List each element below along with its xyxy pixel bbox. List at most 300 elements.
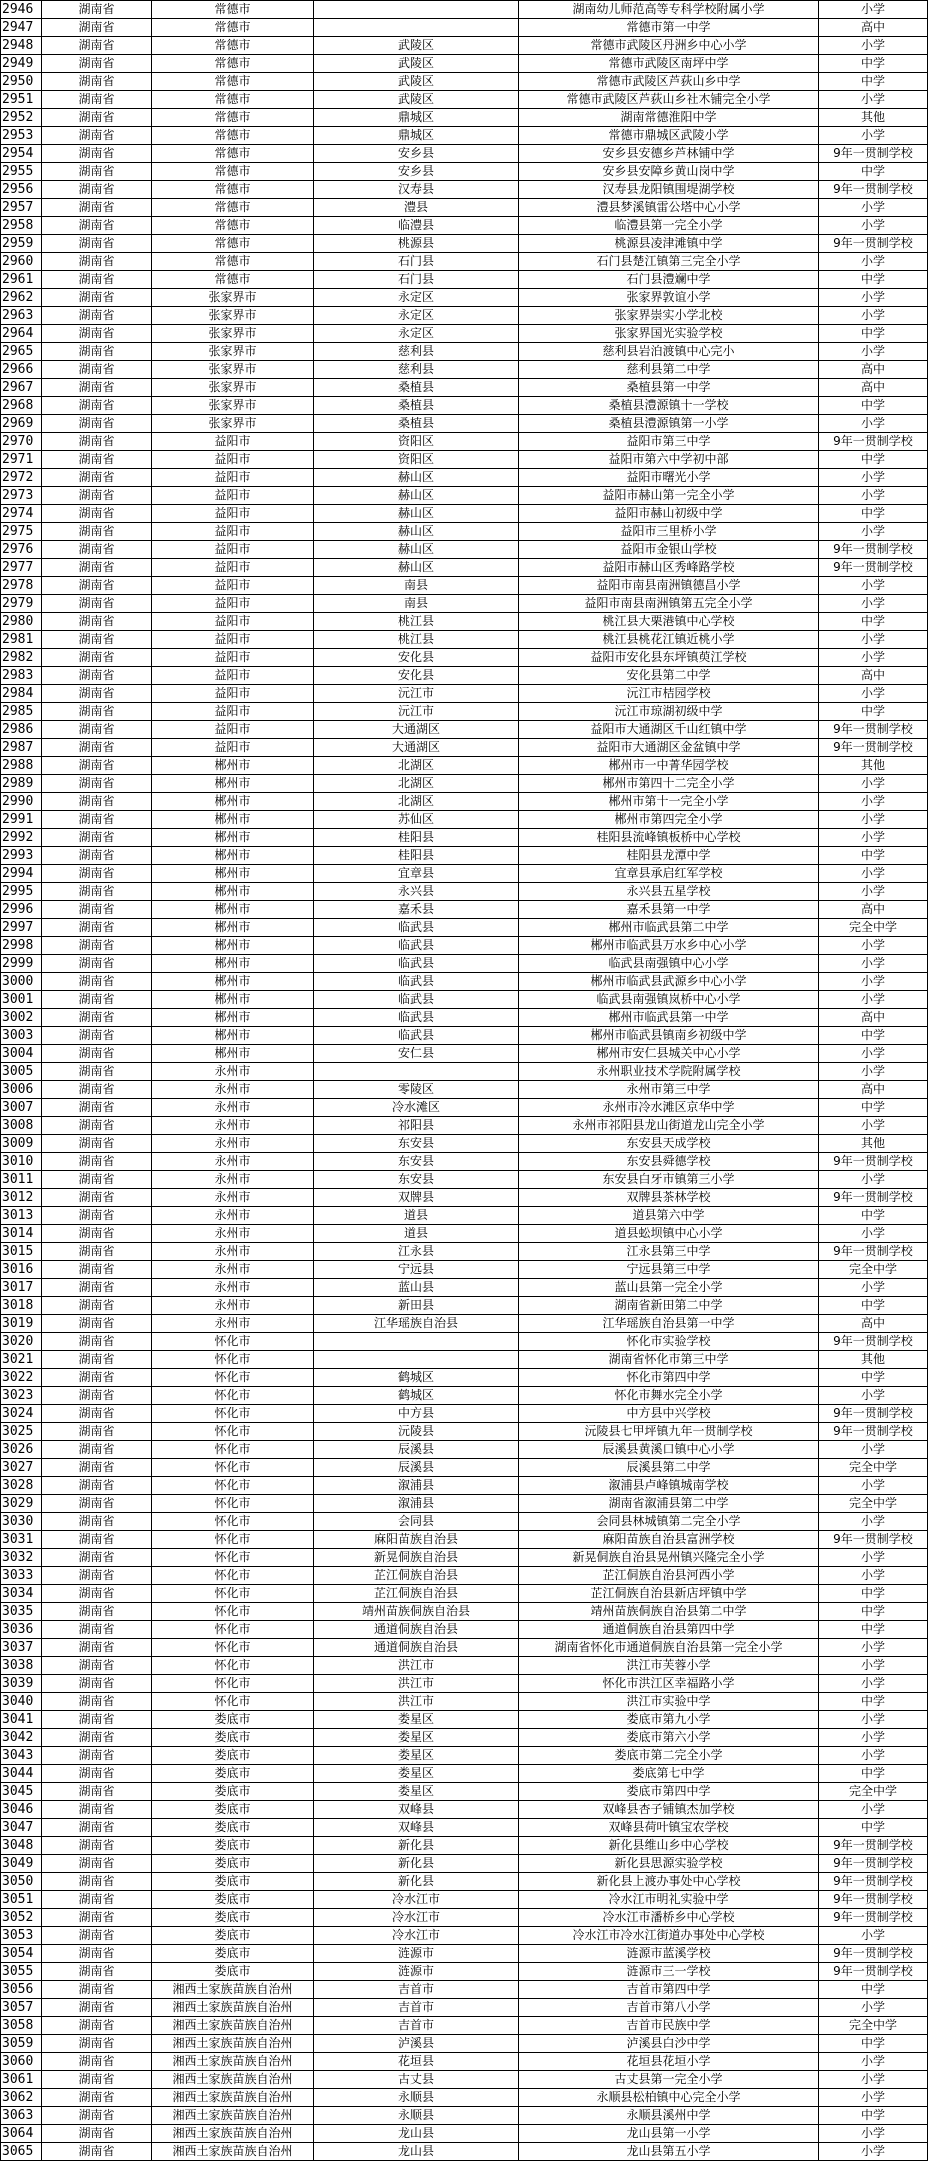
table-row: [1, 55, 928, 73]
row-number-cell: 2997: [1, 919, 42, 937]
row-number-cell: 3018: [1, 1297, 42, 1315]
school-type-cell: 小学: [819, 1477, 928, 1495]
table-row: [1, 1369, 928, 1387]
province-cell: 湖南省: [42, 1405, 152, 1423]
city-cell: 郴州市: [152, 919, 314, 937]
province-cell: 湖南省: [42, 1639, 152, 1657]
district-cell: 永定区: [314, 325, 519, 343]
province-cell: 湖南省: [42, 1081, 152, 1099]
school-type-cell: 中学: [819, 2035, 928, 2053]
district-cell: 石门县: [314, 271, 519, 289]
school-type-cell: 9年一贯制学校: [819, 1423, 928, 1441]
province-cell: 湖南省: [42, 559, 152, 577]
district-cell: 沅陵县: [314, 1423, 519, 1441]
province-cell: 湖南省: [42, 415, 152, 433]
school-type-cell: 中学: [819, 1819, 928, 1837]
table-body: [1, 1, 928, 2161]
school-name-cell: 涟源市蓝溪学校: [519, 1945, 819, 1963]
district-cell: 桃源县: [314, 235, 519, 253]
city-cell: 益阳市: [152, 577, 314, 595]
province-cell: 湖南省: [42, 775, 152, 793]
city-cell: 常德市: [152, 55, 314, 73]
province-cell: 湖南省: [42, 829, 152, 847]
district-cell: 芷江侗族自治县: [314, 1567, 519, 1585]
city-cell: 怀化市: [152, 1441, 314, 1459]
row-number-cell: 2987: [1, 739, 42, 757]
row-number-cell: 2971: [1, 451, 42, 469]
table-row: [1, 685, 928, 703]
city-cell: 常德市: [152, 253, 314, 271]
school-type-cell: 小学: [819, 811, 928, 829]
province-cell: 湖南省: [42, 2017, 152, 2035]
school-type-cell: 小学: [819, 2125, 928, 2143]
row-number-cell: 3041: [1, 1711, 42, 1729]
school-type-cell: 小学: [819, 1567, 928, 1585]
district-cell: 蓝山县: [314, 1279, 519, 1297]
school-name-cell: 芷江侗族自治县河西小学: [519, 1567, 819, 1585]
district-cell: 龙山县: [314, 2143, 519, 2161]
row-number-cell: 2998: [1, 937, 42, 955]
row-number-cell: 3021: [1, 1351, 42, 1369]
table-row: [1, 1567, 928, 1585]
school-type-cell: 中学: [819, 505, 928, 523]
school-type-cell: 小学: [819, 2143, 928, 2161]
school-name-cell: 通道侗族自治县第四中学: [519, 1621, 819, 1639]
school-name-cell: 桑植县第一中学: [519, 379, 819, 397]
school-name-cell: 郴州市一中菁华园学校: [519, 757, 819, 775]
school-name-cell: 桃江县桃花江镇近桃小学: [519, 631, 819, 649]
row-number-cell: 3033: [1, 1567, 42, 1585]
table-row: [1, 757, 928, 775]
school-name-cell: 益阳市赫山区秀峰路学校: [519, 559, 819, 577]
province-cell: 湖南省: [42, 721, 152, 739]
row-number-cell: 2991: [1, 811, 42, 829]
school-type-cell: 9年一贯制学校: [819, 1243, 928, 1261]
school-name-cell: 吉首市民族中学: [519, 2017, 819, 2035]
row-number-cell: 3010: [1, 1153, 42, 1171]
table-row: [1, 613, 928, 631]
table-row: [1, 2143, 928, 2161]
school-name-cell: 永州市第三中学: [519, 1081, 819, 1099]
table-row: [1, 127, 928, 145]
school-type-cell: 小学: [819, 2071, 928, 2089]
province-cell: 湖南省: [42, 181, 152, 199]
province-cell: 湖南省: [42, 919, 152, 937]
table-row: [1, 37, 928, 55]
school-type-cell: 小学: [819, 1549, 928, 1567]
city-cell: 郴州市: [152, 1009, 314, 1027]
table-row: [1, 1495, 928, 1513]
city-cell: 怀化市: [152, 1567, 314, 1585]
district-cell: 辰溪县: [314, 1441, 519, 1459]
school-type-cell: 小学: [819, 2053, 928, 2071]
table-row: [1, 145, 928, 163]
city-cell: 娄底市: [152, 1891, 314, 1909]
province-cell: 湖南省: [42, 451, 152, 469]
school-name-cell: 东安县天成学校: [519, 1135, 819, 1153]
city-cell: 娄底市: [152, 1963, 314, 1981]
school-type-cell: 高中: [819, 1315, 928, 1333]
row-number-cell: 2946: [1, 1, 42, 19]
table-row: [1, 235, 928, 253]
city-cell: 怀化市: [152, 1513, 314, 1531]
school-name-cell: 益阳市大通湖区金盆镇中学: [519, 739, 819, 757]
table-row: [1, 847, 928, 865]
school-name-cell: 洪江市实验中学: [519, 1693, 819, 1711]
province-cell: 湖南省: [42, 1117, 152, 1135]
district-cell: 道县: [314, 1207, 519, 1225]
row-number-cell: 3064: [1, 2125, 42, 2143]
school-name-cell: 湖南幼儿师范高等专科学校附属小学: [519, 1, 819, 19]
school-type-cell: 小学: [819, 1117, 928, 1135]
school-name-cell: 益阳市第六中学初中部: [519, 451, 819, 469]
province-cell: 湖南省: [42, 2071, 152, 2089]
school-type-cell: 完全中学: [819, 1495, 928, 1513]
school-name-cell: 中方县中兴学校: [519, 1405, 819, 1423]
table-row: [1, 919, 928, 937]
district-cell: 石门县: [314, 253, 519, 271]
row-number-cell: 2954: [1, 145, 42, 163]
school-type-cell: 其他: [819, 1135, 928, 1153]
school-type-cell: 中学: [819, 2107, 928, 2125]
province-cell: 湖南省: [42, 973, 152, 991]
school-name-cell: 益阳市赫山初级中学: [519, 505, 819, 523]
district-cell: 鼎城区: [314, 127, 519, 145]
district-cell: 鹤城区: [314, 1387, 519, 1405]
city-cell: 怀化市: [152, 1675, 314, 1693]
row-number-cell: 3063: [1, 2107, 42, 2125]
table-row: [1, 109, 928, 127]
school-type-cell: 其他: [819, 109, 928, 127]
table-row: [1, 991, 928, 1009]
school-name-cell: 永州职业技术学院附属学校: [519, 1063, 819, 1081]
school-type-cell: 小学: [819, 991, 928, 1009]
row-number-cell: 2961: [1, 271, 42, 289]
city-cell: 郴州市: [152, 811, 314, 829]
district-cell: 永顺县: [314, 2107, 519, 2125]
city-cell: 郴州市: [152, 937, 314, 955]
row-number-cell: 2982: [1, 649, 42, 667]
province-cell: 湖南省: [42, 2053, 152, 2071]
city-cell: 娄底市: [152, 1909, 314, 1927]
school-type-cell: 9年一贯制学校: [819, 1963, 928, 1981]
table-row: [1, 1801, 928, 1819]
school-name-cell: 湖南省怀化市第三中学: [519, 1351, 819, 1369]
school-type-cell: 小学: [819, 1711, 928, 1729]
school-type-cell: 小学: [819, 1657, 928, 1675]
city-cell: 郴州市: [152, 955, 314, 973]
school-type-cell: 中学: [819, 1693, 928, 1711]
row-number-cell: 2958: [1, 217, 42, 235]
school-name-cell: 娄底市第四中学: [519, 1783, 819, 1801]
province-cell: 湖南省: [42, 1657, 152, 1675]
district-cell: 江永县: [314, 1243, 519, 1261]
province-cell: 湖南省: [42, 1207, 152, 1225]
city-cell: 常德市: [152, 127, 314, 145]
school-name-cell: 永顺县溪州中学: [519, 2107, 819, 2125]
province-cell: 湖南省: [42, 991, 152, 1009]
province-cell: 湖南省: [42, 1495, 152, 1513]
school-type-cell: 高中: [819, 1009, 928, 1027]
school-type-cell: 小学: [819, 631, 928, 649]
school-name-cell: 桂阳县龙潭中学: [519, 847, 819, 865]
city-cell: 怀化市: [152, 1549, 314, 1567]
row-number-cell: 3006: [1, 1081, 42, 1099]
school-name-cell: 靖州苗族侗族自治县第二中学: [519, 1603, 819, 1621]
province-cell: 湖南省: [42, 1783, 152, 1801]
province-cell: 湖南省: [42, 433, 152, 451]
table-row: [1, 1909, 928, 1927]
school-type-cell: 中学: [819, 613, 928, 631]
province-cell: 湖南省: [42, 1261, 152, 1279]
city-cell: 娄底市: [152, 1927, 314, 1945]
district-cell: 永兴县: [314, 883, 519, 901]
city-cell: 益阳市: [152, 487, 314, 505]
city-cell: 娄底市: [152, 1765, 314, 1783]
province-cell: 湖南省: [42, 397, 152, 415]
city-cell: 张家界市: [152, 361, 314, 379]
city-cell: 常德市: [152, 217, 314, 235]
district-cell: 东安县: [314, 1135, 519, 1153]
district-cell: 辰溪县: [314, 1459, 519, 1477]
city-cell: 常德市: [152, 1, 314, 19]
school-type-cell: 小学: [819, 487, 928, 505]
province-cell: 湖南省: [42, 1135, 152, 1153]
city-cell: 常德市: [152, 37, 314, 55]
school-name-cell: 冷水江市潘桥乡中心学校: [519, 1909, 819, 1927]
school-type-cell: 完全中学: [819, 1783, 928, 1801]
row-number-cell: 2983: [1, 667, 42, 685]
row-number-cell: 3050: [1, 1873, 42, 1891]
district-cell: 临澧县: [314, 217, 519, 235]
row-number-cell: 3032: [1, 1549, 42, 1567]
row-number-cell: 3039: [1, 1675, 42, 1693]
district-cell: 双峰县: [314, 1819, 519, 1837]
district-cell: 通道侗族自治县: [314, 1621, 519, 1639]
city-cell: 娄底市: [152, 1801, 314, 1819]
province-cell: 湖南省: [42, 1963, 152, 1981]
row-number-cell: 3037: [1, 1639, 42, 1657]
table-row: [1, 469, 928, 487]
table-row: [1, 1927, 928, 1945]
district-cell: 临武县: [314, 991, 519, 1009]
school-type-cell: 中学: [819, 1207, 928, 1225]
table-row: [1, 703, 928, 721]
school-name-cell: 桑植县澧源镇十一学校: [519, 397, 819, 415]
table-row: [1, 1747, 928, 1765]
school-type-cell: 9年一贯制学校: [819, 559, 928, 577]
district-cell: 会同县: [314, 1513, 519, 1531]
city-cell: 常德市: [152, 91, 314, 109]
row-number-cell: 3031: [1, 1531, 42, 1549]
city-cell: 郴州市: [152, 793, 314, 811]
row-number-cell: 2951: [1, 91, 42, 109]
school-name-cell: 新化县上渡办事处中心学校: [519, 1873, 819, 1891]
table-row: [1, 415, 928, 433]
row-number-cell: 2963: [1, 307, 42, 325]
school-type-cell: 小学: [819, 1387, 928, 1405]
province-cell: 湖南省: [42, 1873, 152, 1891]
row-number-cell: 2970: [1, 433, 42, 451]
city-cell: 怀化市: [152, 1351, 314, 1369]
province-cell: 湖南省: [42, 1909, 152, 1927]
district-cell: 北湖区: [314, 793, 519, 811]
city-cell: 益阳市: [152, 559, 314, 577]
table-row: [1, 1333, 928, 1351]
district-cell: 祁阳县: [314, 1117, 519, 1135]
row-number-cell: 3034: [1, 1585, 42, 1603]
school-type-cell: 中学: [819, 451, 928, 469]
row-number-cell: 2948: [1, 37, 42, 55]
school-type-cell: 中学: [819, 397, 928, 415]
row-number-cell: 3026: [1, 1441, 42, 1459]
row-number-cell: 3015: [1, 1243, 42, 1261]
province-cell: 湖南省: [42, 109, 152, 127]
province-cell: 湖南省: [42, 91, 152, 109]
school-type-cell: 小学: [819, 685, 928, 703]
city-cell: 郴州市: [152, 757, 314, 775]
school-name-cell: 蓝山县第一完全小学: [519, 1279, 819, 1297]
school-type-cell: 小学: [819, 1729, 928, 1747]
province-cell: 湖南省: [42, 1027, 152, 1045]
district-cell: 赫山区: [314, 505, 519, 523]
school-type-cell: 中学: [819, 703, 928, 721]
province-cell: 湖南省: [42, 1567, 152, 1585]
table-row: [1, 829, 928, 847]
school-type-cell: 高中: [819, 1081, 928, 1099]
table-row: [1, 1045, 928, 1063]
city-cell: 益阳市: [152, 685, 314, 703]
province-cell: 湖南省: [42, 379, 152, 397]
row-number-cell: 3051: [1, 1891, 42, 1909]
city-cell: 郴州市: [152, 865, 314, 883]
province-cell: 湖南省: [42, 217, 152, 235]
row-number-cell: 3029: [1, 1495, 42, 1513]
school-type-cell: 9年一贯制学校: [819, 1855, 928, 1873]
school-type-cell: 9年一贯制学校: [819, 1837, 928, 1855]
district-cell: 桂阳县: [314, 829, 519, 847]
province-cell: 湖南省: [42, 2089, 152, 2107]
school-name-cell: 宁远县第三中学: [519, 1261, 819, 1279]
school-name-cell: 湖南省溆浦县第二中学: [519, 1495, 819, 1513]
table-row: [1, 541, 928, 559]
school-name-cell: 益阳市第三中学: [519, 433, 819, 451]
district-cell: 赫山区: [314, 523, 519, 541]
row-number-cell: 2967: [1, 379, 42, 397]
city-cell: 怀化市: [152, 1585, 314, 1603]
table-row: [1, 397, 928, 415]
school-name-cell: 益阳市金银山学校: [519, 541, 819, 559]
school-type-cell: 9年一贯制学校: [819, 433, 928, 451]
row-number-cell: 3011: [1, 1171, 42, 1189]
row-number-cell: 2965: [1, 343, 42, 361]
table-row: [1, 1531, 928, 1549]
province-cell: 湖南省: [42, 1675, 152, 1693]
province-cell: 湖南省: [42, 1243, 152, 1261]
school-type-cell: 小学: [819, 415, 928, 433]
city-cell: 益阳市: [152, 433, 314, 451]
district-cell: 靖州苗族侗族自治县: [314, 1603, 519, 1621]
row-number-cell: 3008: [1, 1117, 42, 1135]
province-cell: 湖南省: [42, 1153, 152, 1171]
city-cell: 张家界市: [152, 343, 314, 361]
district-cell: 桃江县: [314, 613, 519, 631]
row-number-cell: 2953: [1, 127, 42, 145]
city-cell: 永州市: [152, 1189, 314, 1207]
table-row: [1, 1405, 928, 1423]
row-number-cell: 3003: [1, 1027, 42, 1045]
school-type-cell: 小学: [819, 127, 928, 145]
province-cell: 湖南省: [42, 901, 152, 919]
province-cell: 湖南省: [42, 1531, 152, 1549]
city-cell: 郴州市: [152, 829, 314, 847]
school-name-cell: 双峰县杏子铺镇杰加学校: [519, 1801, 819, 1819]
city-cell: 永州市: [152, 1261, 314, 1279]
school-name-cell: 道县蚣坝镇中心小学: [519, 1225, 819, 1243]
school-type-cell: 小学: [819, 1513, 928, 1531]
row-number-cell: 2969: [1, 415, 42, 433]
table-row: [1, 2107, 928, 2125]
district-cell: 资阳区: [314, 451, 519, 469]
row-number-cell: 2981: [1, 631, 42, 649]
row-number-cell: 2993: [1, 847, 42, 865]
district-cell: 冷水江市: [314, 1927, 519, 1945]
city-cell: 娄底市: [152, 1729, 314, 1747]
province-cell: 湖南省: [42, 1351, 152, 1369]
table-row: [1, 1297, 928, 1315]
row-number-cell: 2977: [1, 559, 42, 577]
table-row: [1, 379, 928, 397]
school-type-cell: 小学: [819, 343, 928, 361]
city-cell: 益阳市: [152, 523, 314, 541]
table-row: [1, 1693, 928, 1711]
province-cell: 湖南省: [42, 757, 152, 775]
table-row: [1, 1891, 928, 1909]
school-name-cell: 郴州市第四完全小学: [519, 811, 819, 829]
school-type-cell: 9年一贯制学校: [819, 1909, 928, 1927]
school-type-cell: 小学: [819, 973, 928, 991]
province-cell: 湖南省: [42, 739, 152, 757]
school-type-cell: 9年一贯制学校: [819, 1873, 928, 1891]
school-name-cell: 娄底市第六小学: [519, 1729, 819, 1747]
table-row: [1, 163, 928, 181]
row-number-cell: 3023: [1, 1387, 42, 1405]
school-type-cell: 高中: [819, 379, 928, 397]
school-type-cell: 小学: [819, 523, 928, 541]
district-cell: 娄星区: [314, 1747, 519, 1765]
province-cell: 湖南省: [42, 325, 152, 343]
row-number-cell: 3024: [1, 1405, 42, 1423]
school-name-cell: 安乡县安德乡芦林铺中学: [519, 145, 819, 163]
city-cell: 郴州市: [152, 1027, 314, 1045]
school-name-cell: 益阳市南县南洲镇德昌小学: [519, 577, 819, 595]
city-cell: 湘西土家族苗族自治州: [152, 1981, 314, 1999]
city-cell: 郴州市: [152, 991, 314, 1009]
school-name-cell: 澧县梦溪镇雷公塔中心小学: [519, 199, 819, 217]
city-cell: 常德市: [152, 73, 314, 91]
table-row: [1, 577, 928, 595]
table-row: [1, 1441, 928, 1459]
school-name-cell: 洪江市芙蓉小学: [519, 1657, 819, 1675]
school-type-cell: 小学: [819, 1, 928, 19]
province-cell: 湖南省: [42, 271, 152, 289]
school-name-cell: 娄底市第九小学: [519, 1711, 819, 1729]
table-row: [1, 73, 928, 91]
city-cell: 怀化市: [152, 1405, 314, 1423]
district-cell: 永定区: [314, 289, 519, 307]
city-cell: 怀化市: [152, 1423, 314, 1441]
province-cell: 湖南省: [42, 1423, 152, 1441]
